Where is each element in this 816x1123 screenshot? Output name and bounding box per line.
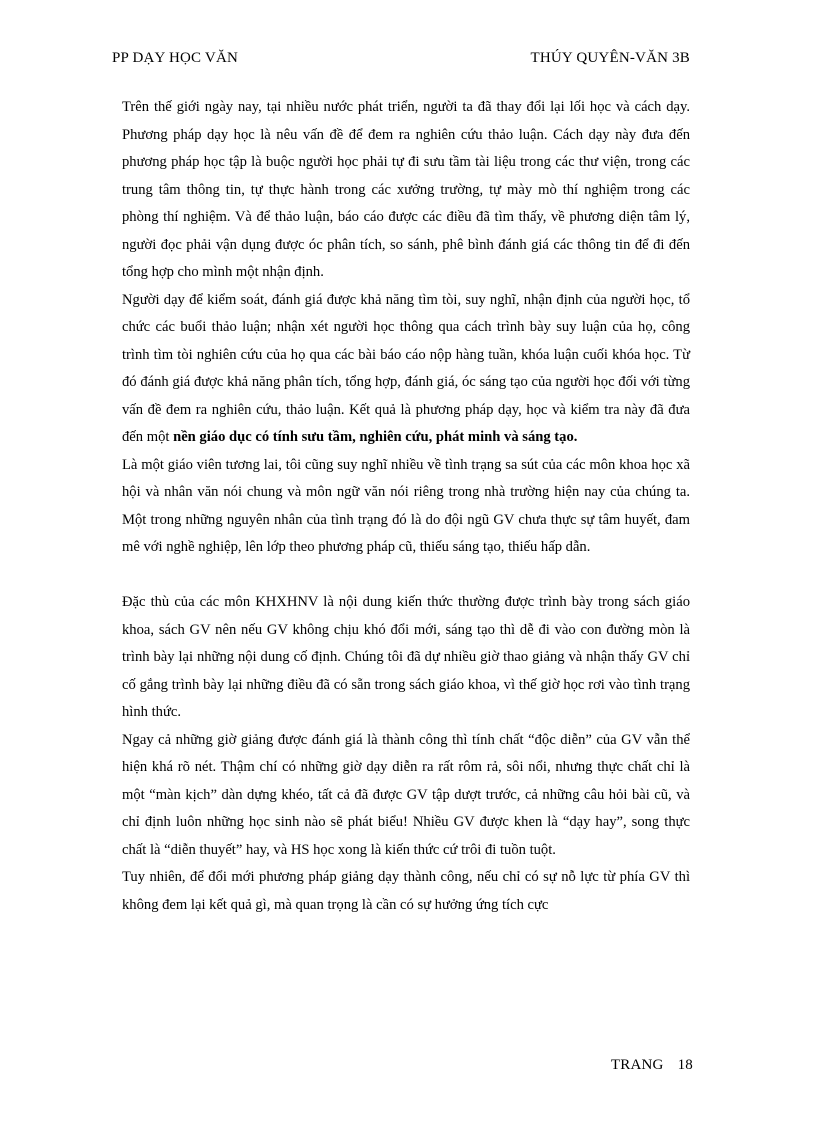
paragraph-2-bold: nền giáo dục có tính sưu tầm, nghiên cứu, phát minh và sáng tạo. bbox=[173, 429, 578, 445]
paragraph-5: Ngay cả những giờ giảng được đánh giá là thành công thì tính chất “độc diễn” của GV vẫn thể hiện khá rõ nét. Thậm chí có những giờ dạy diễn ra rất rôm rả, sôi nổi, nhưng thực chất chỉ là một “màn kịch” dàn dựng khéo, tất cả đã được GV tập dượt trước, cả những câu hỏi bài cũ, và chỉ định luôn những học sinh nào sẽ phát biểu! Nhiều GV được khen là “dạy hay”, song thực chất là “diễn thuyết” hay, và HS học xong là kiến thức cứ trôi đi tuồn tuột. bbox=[122, 731, 690, 858]
page-number: 18 bbox=[677, 1057, 693, 1073]
paragraph-4: Đặc thù của các môn KHXHNV là nội dung kiến thức thường được trình bày trong sách giáo khoa, sách GV nên nếu GV không chịu khó đổi mới, sáng tạo thì dễ đi vào con đường mòn là trình bày lại những nội dung cố định. Chúng tôi đã dự nhiều giờ thao giảng và nhận thấy GV chỉ cố gắng trình bày lại những điều đã có sẵn trong sách giáo khoa, vì thế giờ học rơi vào tình trạng hình thức. bbox=[122, 594, 690, 720]
paragraph-3: Là một giáo viên tương lai, tôi cũng suy nghĩ nhiều về tình trạng sa sút của các môn khoa học xã hội và nhân văn nói chung và môn ngữ văn nói riêng trong nhà trường hiện nay của chúng ta. Một trong những nguyên nhân của tình trạng đó là do đội ngũ GV chưa thực sự tâm huyết, đam mê với nghề nghiệp, lên lớp theo phương pháp cũ, thiếu sáng tạo, thiếu hấp dẫn. bbox=[122, 456, 690, 555]
paragraph-2-text: Người dạy để kiểm soát, đánh giá được khả năng tìm tòi, suy nghĩ, nhận định của người học, tổ chức các buổi thảo luận; nhận xét người học thông qua cách trình bày suy luận của họ, công trình tìm tòi nghiên cứu của họ qua các bài báo cáo nộp hàng tuần, khóa luận cuối khóa học. Từ đó đánh giá được khả năng phân tích, tổng hợp, đánh giá, óc sáng tạo của người học đối với từng vấn đề đem ra nghiên cứu, thảo luận. Kết quả là phương pháp dạy, học và kiểm tra này đã đưa đến một bbox=[122, 291, 690, 445]
footer-label: TRANG bbox=[610, 1057, 664, 1073]
paragraph-spacer bbox=[122, 562, 690, 590]
paragraph-1: Trên thế giới ngày nay, tại nhiều nước phát triển, người ta đã thay đổi lại lối học và cách dạy. Phương pháp dạy học là nêu vấn đề để đem ra nghiên cứu thảo luận. Cách dạy này đưa đến phương pháp học tập là buộc người học phải tự đi sưu tầm tài liệu trong các thư viện, trong các trung tâm thông tin, tự thực hành trong các xưởng trường, tự mày mò thí nghiệm trong các phòng thí nghiệm. Và để thảo luận, báo cáo được các điều đã tìm thấy, về phương diện tâm lý, người đọc phải vận dụng được óc phân tích, so sánh, phê bình đánh giá các thông tin để đi đến tổng hợp cho mình một nhận định. bbox=[122, 99, 690, 280]
paragraph-2 bbox=[122, 287, 690, 452]
paragraph-6: Tuy nhiên, để đổi mới phương pháp giảng dạy thành công, nếu chỉ có sự nỗ lực từ phía GV thì không đem lại kết quả gì, mà quan trọng là cần có sự hưởng ứng tích cực bbox=[122, 869, 690, 913]
header-doc-title: PP DẠY HỌC VĂN bbox=[112, 50, 239, 66]
document-body bbox=[122, 94, 690, 919]
page-footer bbox=[611, 1057, 693, 1074]
header-author: THÚY QUYÊN-VĂN 3B bbox=[530, 50, 690, 66]
